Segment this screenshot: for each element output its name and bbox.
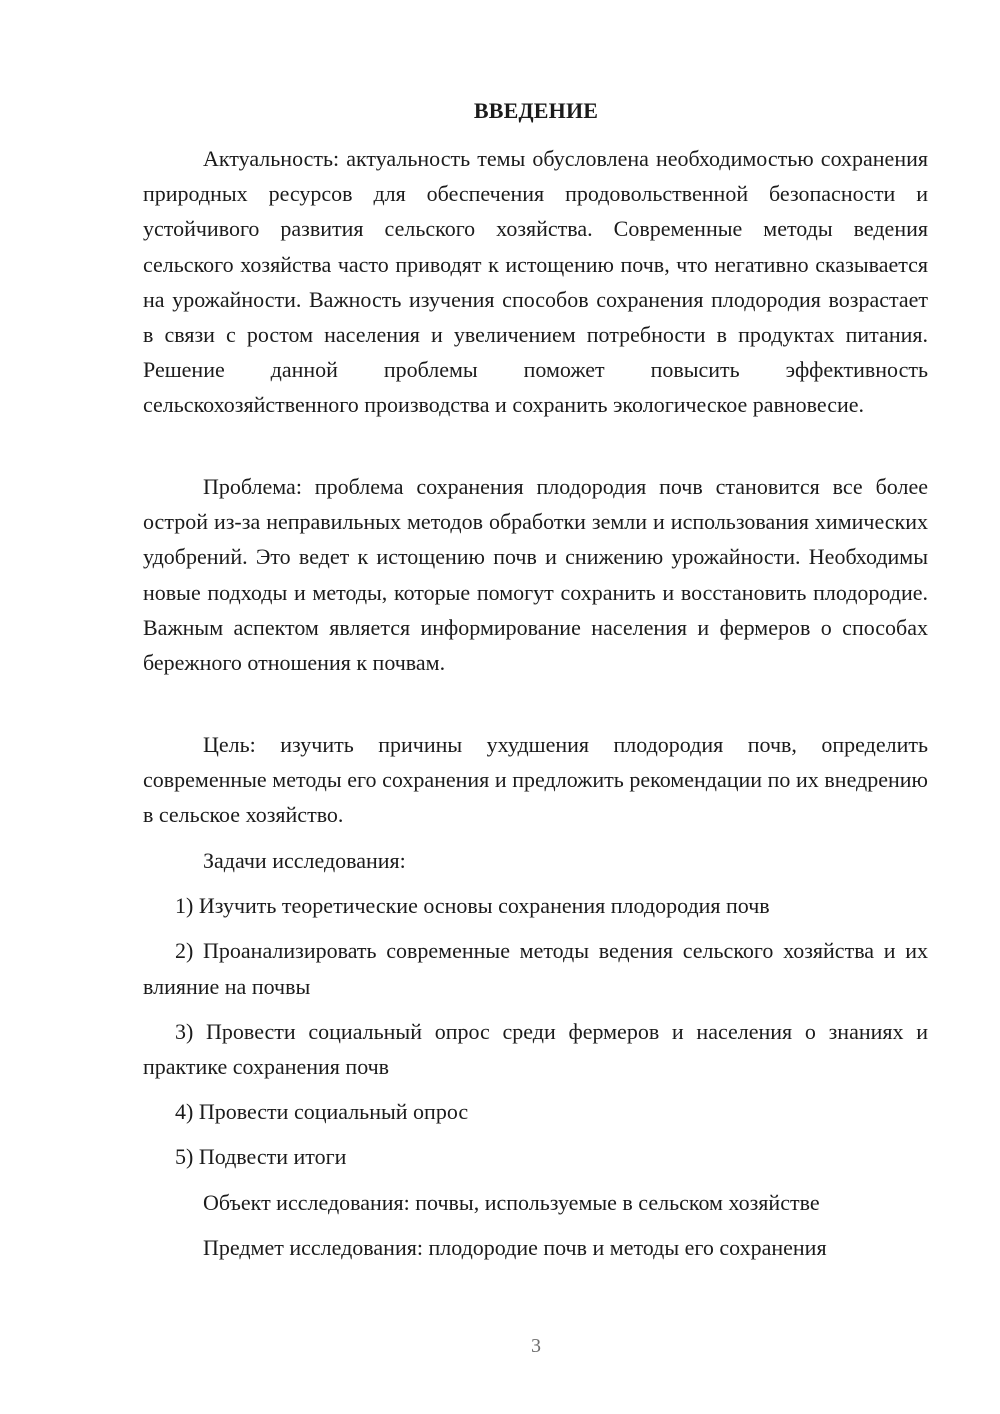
goal-paragraph: Цель: изучить причины ухудшения плодородия почв, определить современные методы его сохранения и предложить рекомендации по их внедрению в сельское хозяйство. <box>143 732 928 828</box>
task-item: 3) Провести социальный опрос среди фермеров и населения о знаниях и практике сохранения почв <box>143 1018 928 1080</box>
task-item: 2) Проанализировать современные методы ведения сельского хозяйства и их влияние на почвы <box>143 938 928 999</box>
relevance-paragraph: Актуальность: актуальность темы обусловлена необходимостью сохранения природных ресурсов для обеспечения продовольственной безопасности и устойчивого развития сельского хозяйства. Современные методы ведения сельского хозяйства часто приводят к истощению почв, что негативно сказывается на урожайности. Важность изучения способов сохранения плодородия возрастает в связи с ростом населения и увеличением потребности в продуктах питания. Решение данной проблемы поможет повысить эффективность сельскохозяйственного производства и сохранить экологическое равновесие. <box>143 146 928 418</box>
task-item: 4) Провести социальный опрос <box>175 1099 469 1125</box>
goal-paragraph-block <box>143 727 928 833</box>
tasks-heading: Задачи исследования: <box>203 848 406 873</box>
research-subject: Предмет исследования: плодородие почв и методы его сохранения <box>203 1234 827 1260</box>
task-item: 1) Изучить теоретические основы сохранения плодородия почв <box>175 893 770 919</box>
page-number: 3 <box>531 1335 541 1357</box>
relevance-paragraph-block <box>143 141 928 423</box>
task-item: 5) Подвести итоги <box>175 1144 347 1170</box>
tasks-section <box>143 843 928 1265</box>
page-title: ВВЕДЕНИЕ <box>473 98 599 123</box>
research-object: Объект исследования: почвы, используемые в сельском хозяйстве <box>203 1189 820 1215</box>
problem-paragraph-block <box>143 469 928 680</box>
problem-paragraph: Проблема: проблема сохранения плодородия почв становится все более острой из-за неправильных методов обработки земли и использования химических удобрений. Это ведет к истощению почв и снижению урожайности. Необходимы новые подходы и методы, которые помогут сохранить и восстановить плодородие. Важным аспектом является информирование населения и фермеров о способах бережного отношения к почвам. <box>143 474 928 676</box>
